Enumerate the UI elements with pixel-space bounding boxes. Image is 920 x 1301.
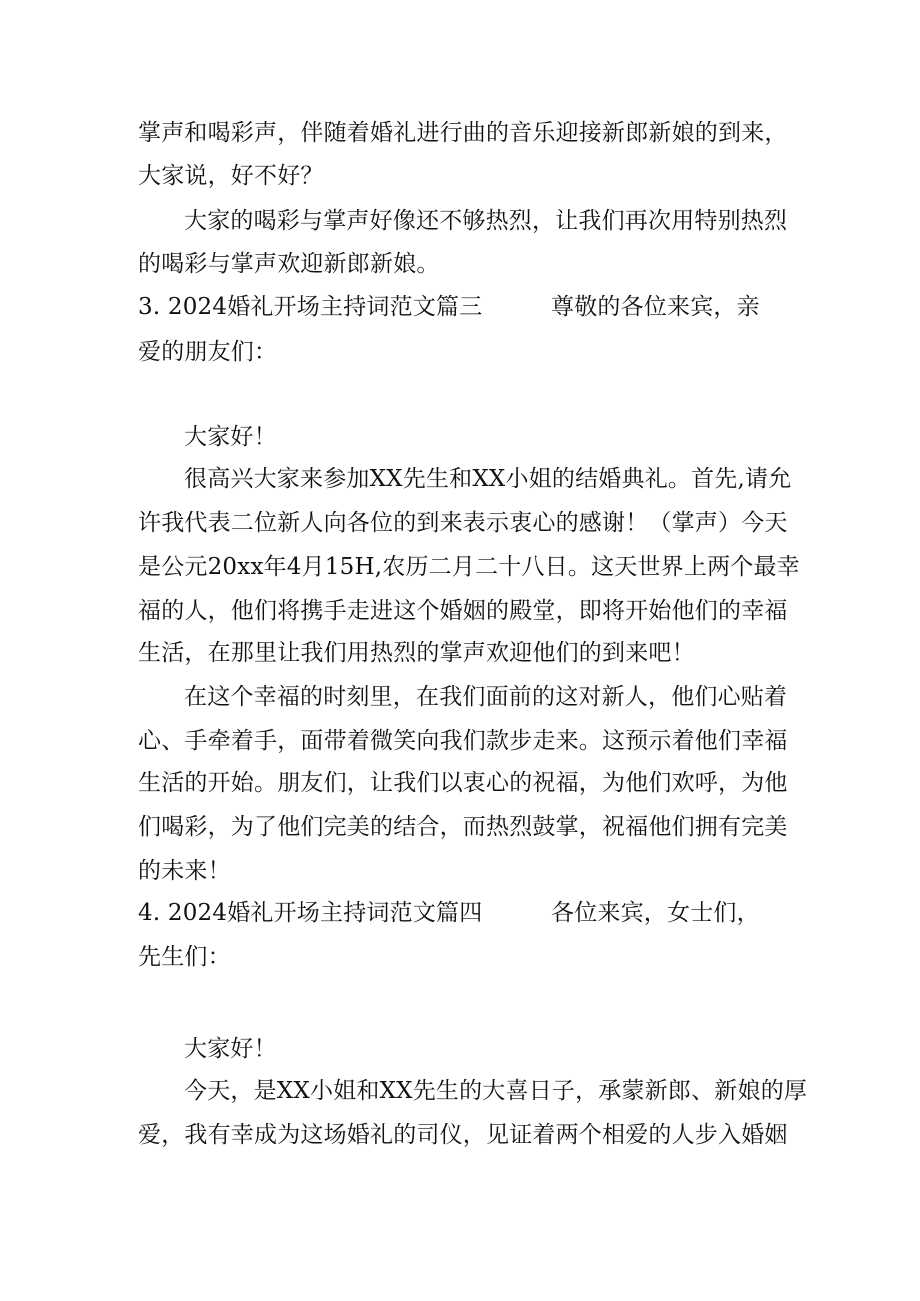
section-4-opening-cont: 先生们： [138,944,231,970]
section-3-line: 们喝彩，为了他们完美的结合，而热烈鼓掌，祝福他们拥有完美 [138,814,788,840]
section-3-line: 在这个幸福的时刻里，在我们面前的这对新人，他们心贴着 [184,684,788,710]
section-3-line: 是公元20xx年4月15H,农历二月二十八日。这天世界上两个最幸 [138,554,800,580]
section-3-line: 心、手牵着手，面带着微笑向我们款步走来。这预示着他们幸福 [138,728,788,754]
section-4-opening: 各位来宾，女士们， [551,900,760,926]
section-3-opening-cont: 爱的朋友们： [138,339,278,365]
section-4-greeting: 大家好！ [184,1036,277,1062]
section-3-line: 许我代表二位新人向各位的到来表示衷心的感谢！（掌声）今天 [138,510,788,536]
paragraph-line: 大家说，好不好？ [138,163,324,189]
section-3-opening: 尊敬的各位来宾，亲 [551,294,760,320]
section-3-line: 生活的开始。朋友们，让我们以衷心的祝福，为他们欢呼，为他 [138,770,788,796]
paragraph-line: 的喝彩与掌声欢迎新郎新娘。 [138,251,440,277]
section-3-line: 的未来！ [138,858,231,884]
section-4-title: 4. 2024婚礼开场主持词范文篇四 [138,900,483,926]
section-4-line: 爱，我有幸成为这场婚礼的司仪，见证着两个相爱的人步入婚姻 [138,1122,788,1148]
section-3-title: 3. 2024婚礼开场主持词范文篇三 [138,294,483,320]
paragraph-line: 大家的喝彩与掌声好像还不够热烈，让我们再次用特别热烈 [184,208,788,234]
section-3-line: 生活，在那里让我们用热烈的掌声欢迎他们的到来吧！ [138,640,695,666]
section-4-line: 今天，是XX小姐和XX先生的大喜日子，承蒙新郎、新娘的厚 [184,1078,808,1104]
section-3-line: 很高兴大家来参加XX先生和XX小姐的结婚典礼。首先,请允 [184,466,792,492]
paragraph-line: 掌声和喝彩声，伴随着婚礼进行曲的音乐迎接新郎新娘的到来， [138,120,788,146]
section-3-greeting: 大家好！ [184,424,277,450]
section-3-line: 福的人，他们将携手走进这个婚姻的殿堂，即将开始他们的幸福 [138,598,788,624]
